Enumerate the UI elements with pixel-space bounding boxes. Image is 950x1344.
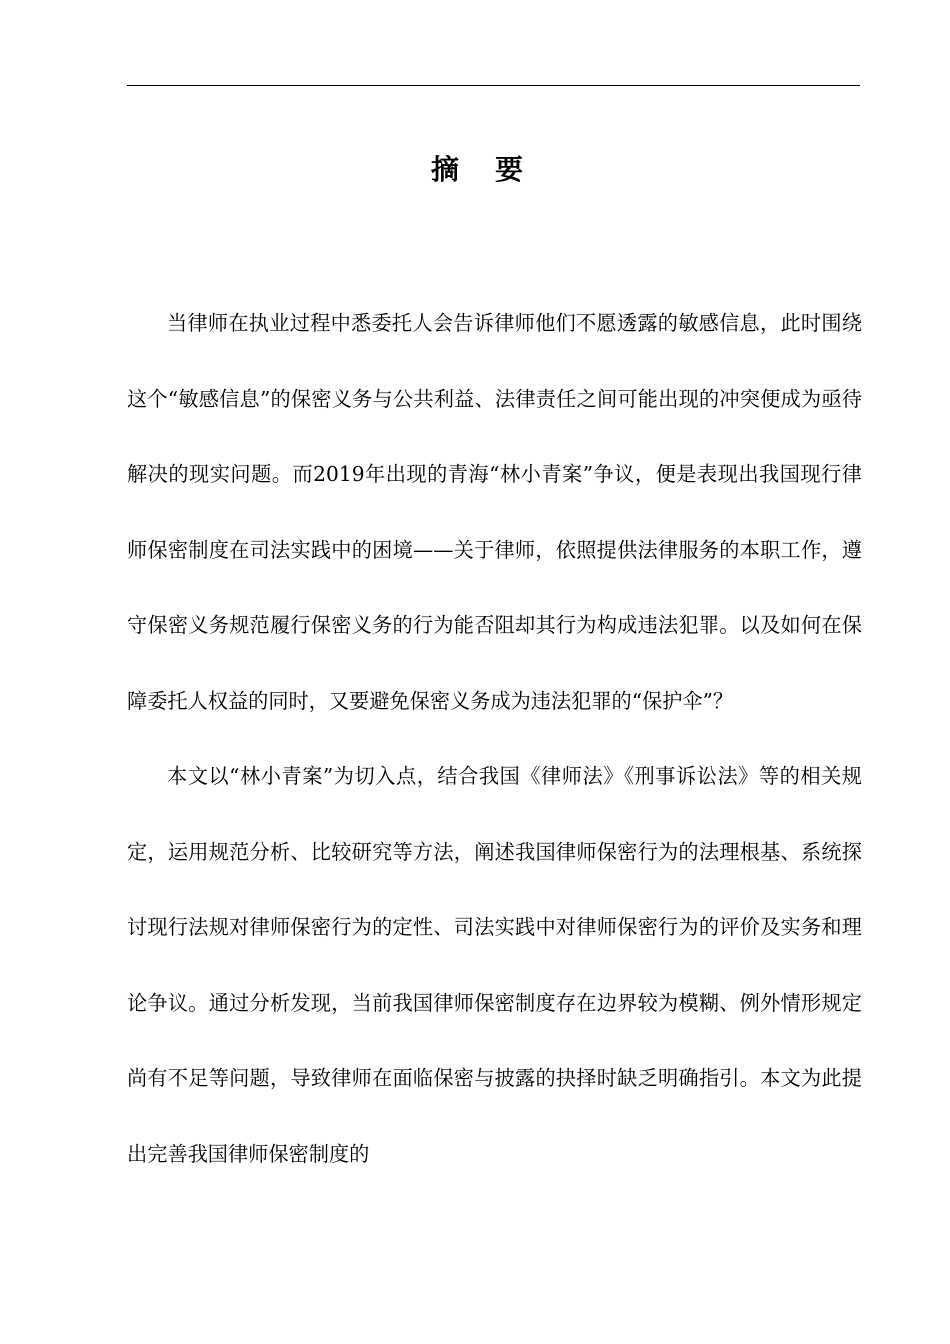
abstract-body: [127, 286, 862, 1192]
header-rule: [127, 85, 860, 86]
abstract-paragraph-1: 当律师在执业过程中悉委托人会告诉律师他们不愿透露的敏感信息，此时围绕这个“敏感信息”的保密义务与公共利益、法律责任之间可能出现的冲突便成为亟待解决的现实问题。而2019年出现的青海“林小青案”争议，便是表现出我国现行律师保密制度在司法实践中的困境——关于律师，依照提供法律服务的本职工作，遵守保密义务规范履行保密义务的行为能否阻却其行为构成违法犯罪。以及如何在保障委托人权益的同时，又要避免保密义务成为违法犯罪的“保护伞”？: [127, 311, 862, 713]
abstract-paragraph-2: 本文以“林小青案”为切入点，结合我国《律师法》《刑事诉讼法》等的相关规定，运用规范分析、比较研究等方法，阐述我国律师保密行为的法理根基、系统探讨现行法规对律师保密行为的定性、司法实践中对律师保密行为的评价及实务和理论争议。通过分析发现，当前我国律师保密制度存在边界较为模糊、例外情形规定尚有不足等问题，导致律师在面临保密与披露的抉择时缺乏明确指引。本文为此提出完善我国律师保密制度的: [127, 764, 862, 1166]
abstract-title: 摘要: [430, 153, 559, 186]
